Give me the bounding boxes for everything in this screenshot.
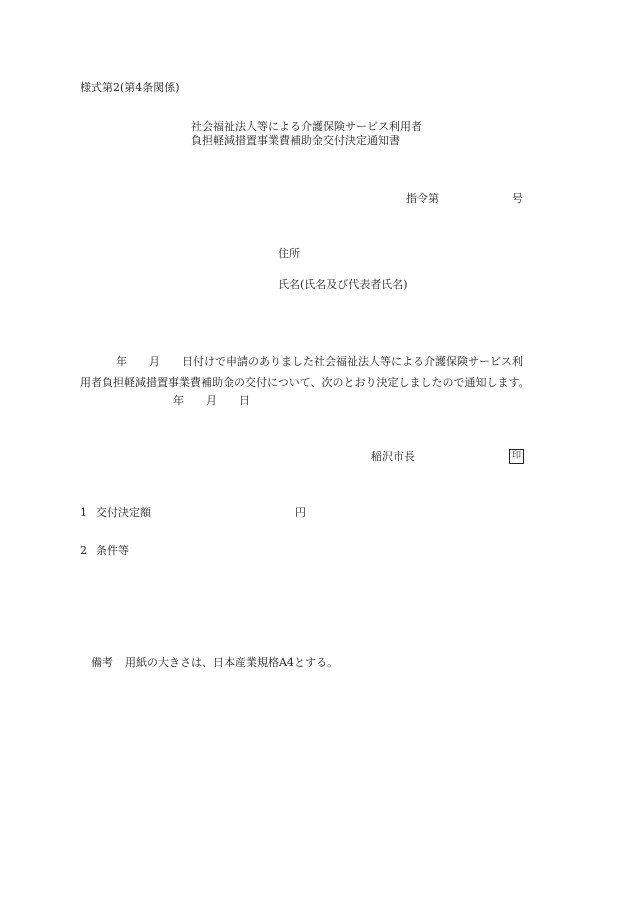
item-1-unit: 円 bbox=[295, 506, 306, 519]
issuer-title: 稲沢市長 bbox=[371, 450, 415, 463]
directive-number-suffix: 号 bbox=[512, 192, 523, 205]
notice-date: 年 月 日 bbox=[173, 394, 250, 407]
item-2-number: 2 bbox=[80, 544, 87, 557]
item-1-number: 1 bbox=[80, 506, 87, 519]
document-title-line-1: 社会福祉法人等による介護保険サービス利用者 bbox=[191, 120, 422, 133]
body-text-line-2: 用者負担軽減措置事業費補助金の交付について、次のとおり決定しましたので通知します。 bbox=[80, 376, 530, 389]
body-text-line-1: 年 月 日付けで申請のありました社会福祉法人等による介護保険サービス利 bbox=[116, 355, 523, 368]
item-2-label: 条件等 bbox=[96, 544, 129, 557]
item-1-label: 交付決定額 bbox=[96, 506, 151, 519]
document-title-line-2: 負担軽減措置事業費補助金交付決定通知書 bbox=[191, 134, 400, 147]
address-label: 住所 bbox=[278, 247, 300, 260]
directive-number-prefix: 指令第 bbox=[406, 192, 439, 205]
remarks-text: 用紙の大きさは、日本産業規格A4とする。 bbox=[125, 656, 338, 669]
seal-mark: 印 bbox=[509, 449, 524, 464]
form-label: 様式第2(第4条関係) bbox=[80, 81, 180, 94]
remarks-label: 備考 bbox=[91, 656, 113, 669]
name-label: 氏名(氏名及び代表者氏名) bbox=[278, 278, 408, 291]
